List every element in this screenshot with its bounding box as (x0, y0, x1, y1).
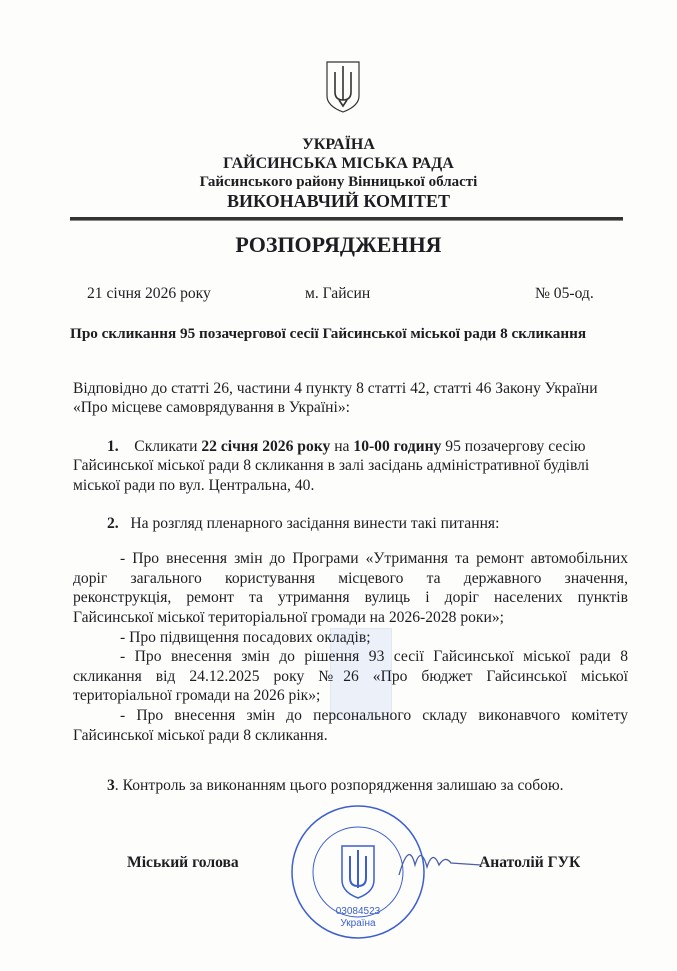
coat-of-arms-icon (325, 60, 361, 114)
item-1-line: міської ради по вул. Центральна, 40. (73, 477, 315, 494)
header-region: Гайсинського району Вінницької області (199, 174, 478, 190)
document-city: м. Гайсин (305, 285, 371, 302)
item-text: на (330, 438, 354, 455)
signatory-title: Міський голова (127, 854, 239, 871)
item-text: 95 позачергову сесію (441, 438, 586, 455)
session-date: 22 січня 2026 року (201, 438, 331, 455)
agenda-line: скликання від 24.12.2025 року №26 «Про бюджет Гайсинської міської (73, 668, 628, 685)
item-number: 1. (107, 438, 119, 455)
agenda-line: реконструкція, ремонт та утримання вулиць і доріг населених пунктів (73, 589, 628, 606)
item-2 (107, 514, 499, 533)
document-subject: Про скликання 95 позачергової сесії Гайсинської міської ради 8 скликання (70, 325, 587, 342)
item-number: 3 (107, 777, 115, 794)
item-1-first-line (107, 437, 586, 456)
header-council: ГАЙСИНСЬКА МІСЬКА РАДА (223, 155, 454, 172)
agenda-line: - Про внесення змін до Програми «Утримання та ремонт автомобільних (120, 550, 628, 567)
agenda-line: територіальної громади на 2026 рік»; (73, 687, 321, 704)
item-3 (107, 776, 564, 795)
item-text: . Контроль за виконанням цього розпорядження залишаю за собою. (114, 777, 564, 794)
header-committee: ВИКОНАВЧИЙ КОМІТЕТ (226, 191, 451, 211)
item-1-line: Гайсинської міської ради 8 скликання в залі засідань адміністративної будівлі (73, 457, 590, 474)
stamp-code: 03084523 (335, 906, 381, 917)
agenda-line: - Про внесення змін до персонального складу виконавчого комітету (120, 707, 628, 724)
document-number: № 05-од. (535, 285, 594, 302)
item-number: 2. (107, 515, 119, 532)
preamble-line: Відповідно до статті 26, частини 4 пункту 8 статті 42, статті 46 Закону України (73, 380, 598, 397)
agenda-line: доріг загального користування місцевого та державного значення, (73, 570, 628, 587)
agenda-line: Гайсинської міської територіальної громади на 2026-2028 роки»; (73, 609, 504, 626)
header-divider (70, 217, 623, 221)
document-type: РОЗПОРЯДЖЕННЯ (235, 232, 442, 257)
item-text: На розгляд пленарного засідання винести такі питання: (130, 515, 500, 532)
stamp-country: Україна (340, 918, 376, 929)
session-time: 10-00 годину (353, 438, 442, 455)
item-text: Скликати (134, 438, 202, 455)
document-date: 21 січня 2026 року (87, 285, 211, 302)
preamble-line: «Про місцеве самоврядування в Україні»: (73, 399, 350, 416)
signatory-name: Анатолій ГУК (479, 854, 581, 871)
agenda-line: - Про підвищення посадових окладів; (120, 629, 371, 646)
handwritten-signature (395, 835, 485, 885)
agenda-line: - Про внесення змін до рішення 93 сесії Гайсинської міської ради 8 (120, 648, 628, 665)
header-country: УКРАЇНА (302, 136, 375, 153)
agenda-line: Гайсинської міської ради 8 скликання. (73, 727, 328, 744)
